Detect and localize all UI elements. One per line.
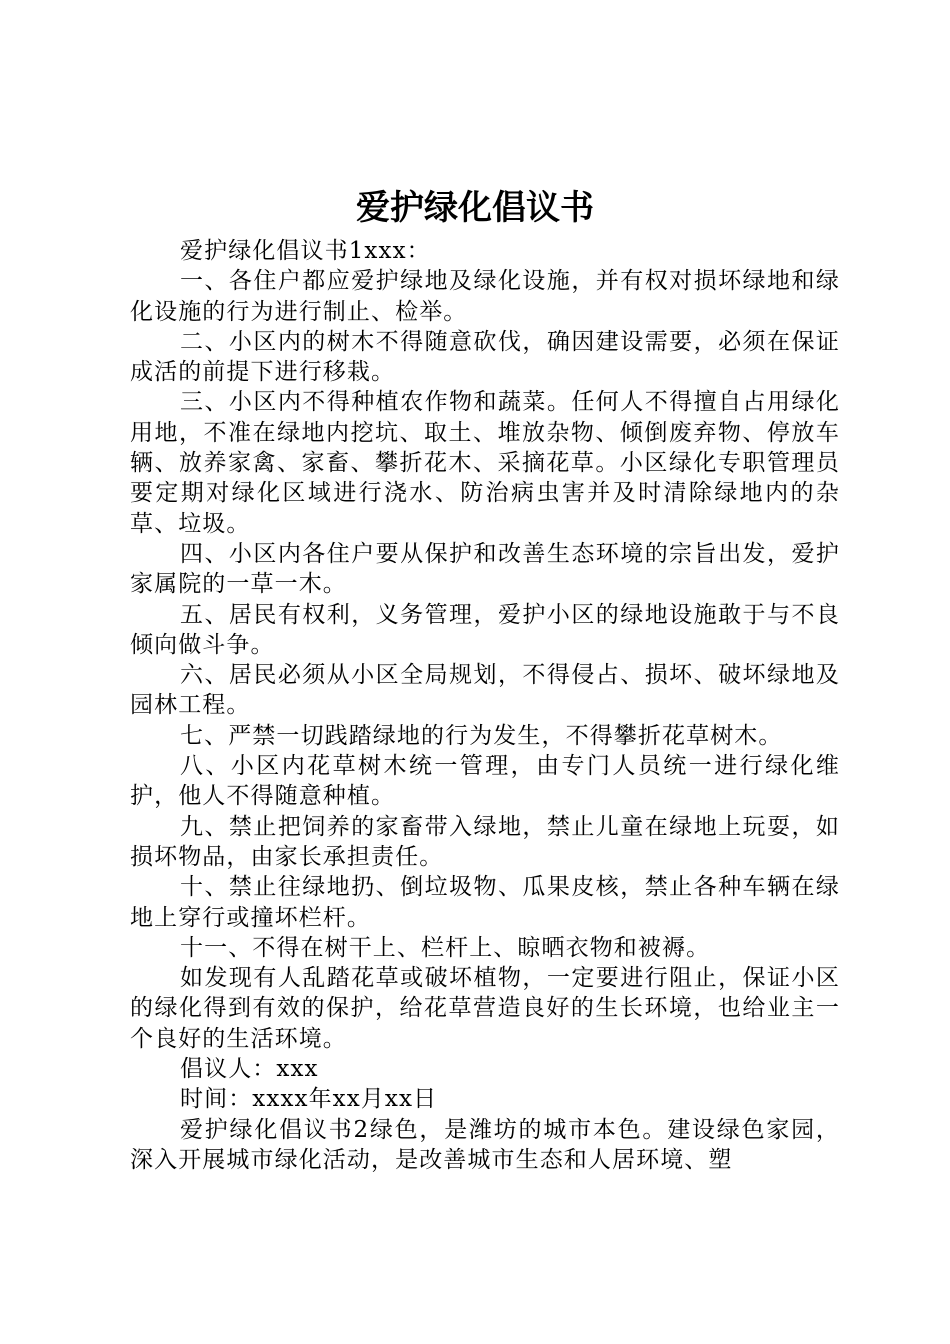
paragraph-item-9: 九、禁止把饲养的家畜带入绿地，禁止儿童在绿地上玩耍，如损坏物品，由家长承担责任。 [130,813,840,870]
paragraph-item-8: 八、小区内花草树木统一管理，由专门人员统一进行绿化维护，他人不得随意种植。 [130,753,840,810]
paragraph-intro: 爱护绿化倡议书1xxx： [180,238,431,264]
paragraph-closing: 如发现有人乱踏花草或破坏植物，一定要进行阻止，保证小区的绿化得到有效的保护，给花草营造良好的生长环境，也给业主一个良好的生活环境。 [130,965,840,1052]
paragraph-second-proposal: 爱护绿化倡议书2绿色，是潍坊的城市本色。建设绿色家园，深入开展城市绿化活动，是改善城市生态和人居环境、塑 [130,1116,840,1173]
paragraph-item-6: 六、居民必须从小区全局规划，不得侵占、损坏、破坏绿地及园林工程。 [130,662,840,719]
document-title: 爱护绿化倡议书 [356,188,594,228]
paragraph-item-3: 三、小区内不得种植农作物和蔬菜。任何人不得擅自占用绿化用地，不准在绿地内挖坑、取土、堆放杂物、倾倒废弃物、停放车辆、放养家禽、家畜、攀折花木、采摘花草。小区绿化专职管理员要定期对绿化区域进行浇水、防治病虫害并及时清除绿地内的杂草、垃圾。 [130,389,840,537]
paragraph-initiator: 倡议人：xxx [180,1056,319,1083]
document-body [130,236,840,1175]
paragraph-item-7: 七、严禁一切践踏绿地的行为发生，不得攀折花草树木。 [180,722,783,749]
paragraph-item-4: 四、小区内各住户要从保护和改善生态环境的宗旨出发，爱护家属院的一草一木。 [130,540,840,598]
paragraph-item-11: 十一、不得在树干上、栏杆上、晾晒衣物和被褥。 [180,934,711,961]
paragraph-date: 时间：xxxx年xx月xx日 [180,1086,438,1113]
paragraph-item-10: 十、禁止往绿地扔、倒垃圾物、瓜果皮核，禁止各种车辆在绿地上穿行或撞坏栏杆。 [130,874,840,931]
paragraph-item-2: 二、小区内的树木不得随意砍伐，确因建设需要，必须在保证成活的前提下进行移栽。 [130,328,840,386]
paragraph-item-1: 一、各住户都应爱护绿地及绿化设施，并有权对损坏绿地和绿化设施的行为进行制止、检举。 [130,268,840,325]
paragraph-item-5: 五、居民有权利，义务管理，爱护小区的绿地设施敢于与不良倾向做斗争。 [130,601,840,658]
